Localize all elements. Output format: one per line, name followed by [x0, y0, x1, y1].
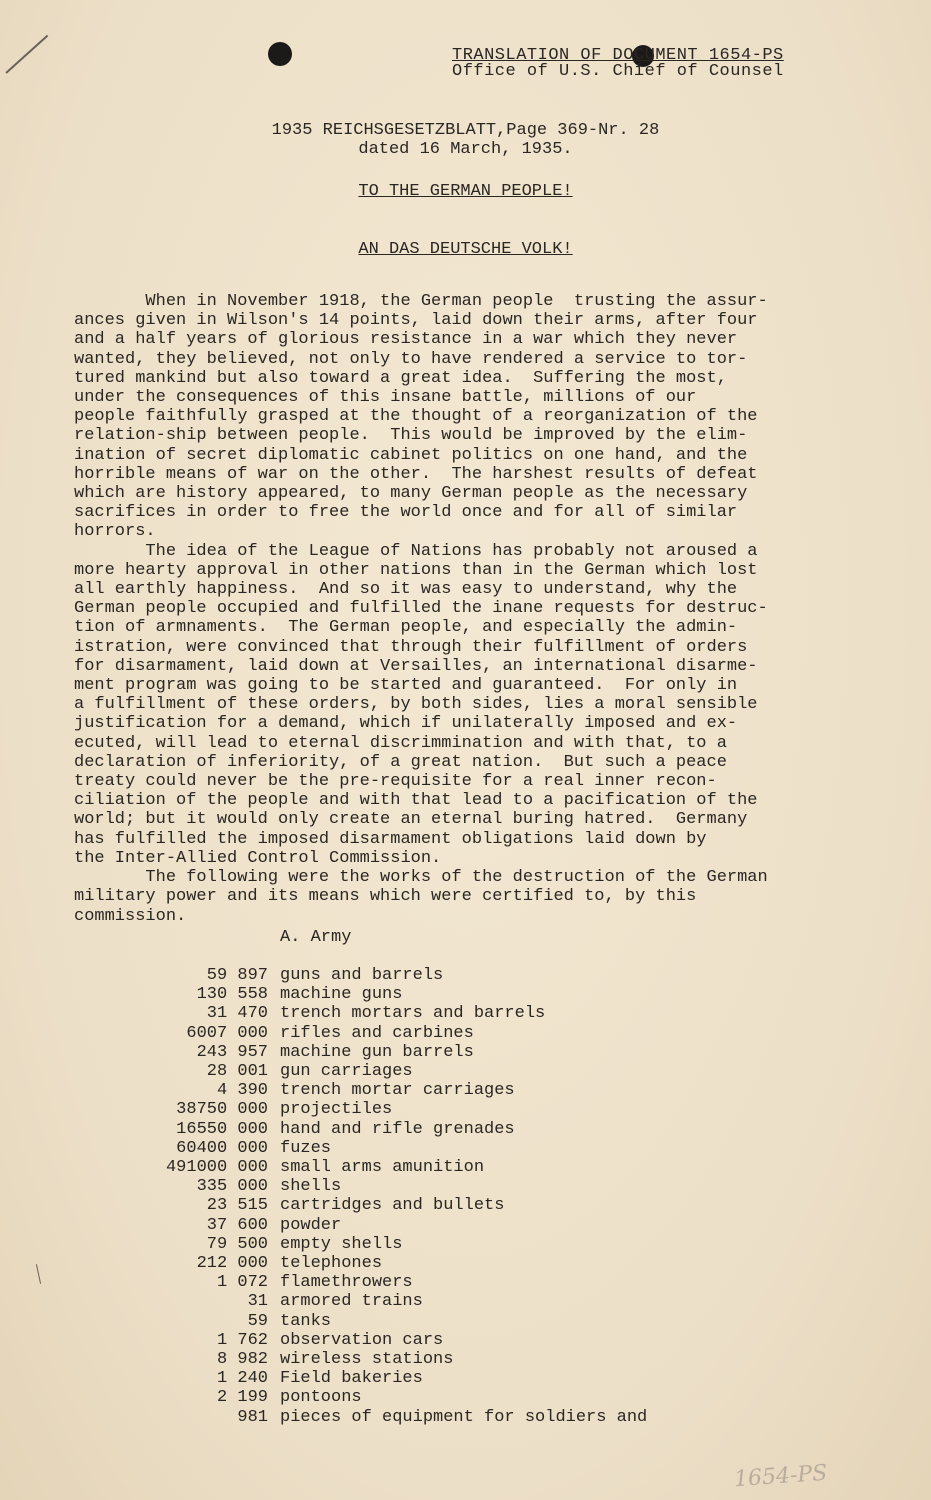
item-count: 243 957: [196, 1042, 268, 1062]
body-line: people faithfully grasped at the thought of a reorganization of the: [74, 407, 758, 427]
item-count: 1 240: [216, 1369, 268, 1389]
item-count: 981: [237, 1407, 268, 1427]
list-item: [150, 1331, 647, 1350]
item-label: armored trains: [280, 1292, 423, 1312]
item-count: 16550 000: [176, 1119, 268, 1139]
list-item: [150, 1254, 647, 1273]
body-line: horrible means of war on the other. The harshest results of defeat: [74, 464, 758, 484]
item-count: 130 558: [196, 985, 268, 1005]
body-line: ination of secret diplomatic cabinet politics on one hand, and the: [74, 445, 748, 465]
item-count: 28 001: [206, 1062, 268, 1082]
list-item: [150, 1216, 647, 1235]
list-item: [150, 1388, 647, 1407]
pencil-slash-mark: [5, 35, 48, 74]
title-english-text: TO THE GERMAN PEOPLE!: [358, 182, 573, 201]
list-item: [150, 1292, 647, 1311]
item-label: shells: [280, 1177, 342, 1197]
citation-line-2: dated 16 March, 1935.: [358, 140, 573, 159]
body-line: all earthly happiness. And so it was easy to understand, why the: [74, 580, 738, 600]
item-count: 1 762: [216, 1330, 268, 1350]
list-item: [150, 1024, 647, 1043]
proclamation-body: [74, 292, 874, 926]
header-line-1: TRANSLATION OF DOCUMENT 1654-PS: [452, 46, 784, 65]
item-count: 8 982: [216, 1350, 268, 1370]
body-line: ciliation of the people and with that lead to a pacification of the: [74, 791, 758, 811]
citation-line-1: 1935 REICHSGESETZBLATT,Page 369-Nr. 28: [271, 121, 660, 140]
list-item: [150, 966, 647, 985]
body-line: horrors.: [74, 522, 156, 542]
list-item: [150, 1408, 647, 1427]
item-count: 31 470: [206, 1004, 268, 1024]
item-label: fuzes: [280, 1138, 332, 1158]
body-line: tured mankind but also toward a great idea. Suffering the most,: [74, 368, 727, 388]
item-label: flamethrowers: [280, 1273, 413, 1293]
item-label: projectiles: [280, 1100, 393, 1120]
item-label: trench mortar carriages: [280, 1081, 515, 1101]
item-count: 59 897: [206, 966, 268, 985]
title-english: [0, 182, 931, 201]
item-label: guns and barrels: [280, 966, 444, 985]
item-count: 38750 000: [176, 1100, 268, 1120]
translation-header: [452, 48, 784, 80]
body-line: ecuted, will lead to eternal discrimmination and with that, to a: [74, 733, 727, 753]
list-item: [150, 1350, 647, 1369]
margin-tick-mark: [36, 1264, 41, 1284]
item-count: 335 000: [196, 1177, 268, 1197]
item-label: trench mortars and barrels: [280, 1004, 546, 1024]
body-line: declaration of inferiority, of a great nation. But such a peace: [74, 752, 727, 772]
list-item: [150, 1235, 647, 1254]
list-item: [150, 1177, 647, 1196]
body-line: istration, were convinced that through their fulfillment of orders: [74, 637, 748, 657]
item-count: 1 072: [216, 1273, 268, 1293]
item-label: machine gun barrels: [280, 1042, 474, 1062]
item-label: gun carriages: [280, 1062, 413, 1082]
header-line-2: Office of U.S. Chief of Counsel: [452, 62, 784, 81]
body-line: ances given in Wilson's 14 points, laid down their arms, after four: [74, 311, 758, 331]
item-count: 212 000: [196, 1254, 268, 1274]
list-item: [150, 1081, 647, 1100]
item-label: powder: [280, 1215, 342, 1235]
body-line: military power and its means which were certified to, by this: [74, 887, 697, 907]
title-german: [0, 240, 931, 259]
item-count: 23 515: [206, 1196, 268, 1216]
body-line: The idea of the League of Nations has probably not aroused a: [74, 541, 758, 561]
body-line: the Inter-Allied Control Commission.: [74, 848, 442, 868]
list-item: [150, 1100, 647, 1119]
item-count: 491000 000: [165, 1158, 268, 1178]
body-line: under the consequences of this insane battle, millions of our: [74, 388, 697, 408]
body-line: relation-ship between people. This would be improved by the elim-: [74, 426, 748, 446]
list-item: [150, 1158, 647, 1177]
body-line: wanted, they believed, not only to have rendered a service to tor-: [74, 349, 748, 369]
item-label: wireless stations: [280, 1350, 454, 1370]
list-item: [150, 985, 647, 1004]
body-line: has fulfilled the imposed disarmament obligations laid down by: [74, 829, 707, 849]
body-line: commission.: [74, 906, 187, 926]
item-label: pieces of equipment for soldiers and: [280, 1407, 648, 1427]
army-destruction-list: [150, 966, 647, 1427]
list-item: [150, 1196, 647, 1215]
list-item: [150, 1312, 647, 1331]
item-count: 31: [247, 1292, 268, 1312]
item-label: Field bakeries: [280, 1369, 423, 1389]
body-line: a fulfillment of these orders, by both sides, lies a moral sensible: [74, 695, 758, 715]
body-line: and a half years of glorious resistance in a war which they never: [74, 330, 738, 350]
body-line: more hearty approval in other nations than in the German which lost: [74, 560, 758, 580]
item-label: machine guns: [280, 985, 403, 1005]
item-label: hand and rifle grenades: [280, 1119, 515, 1139]
body-line: justification for a demand, which if unilaterally imposed and ex-: [74, 714, 738, 734]
item-count: 4 390: [216, 1081, 268, 1101]
handwritten-note: 1654-PS: [733, 1460, 829, 1493]
body-line: When in November 1918, the German people trusting the assur-: [74, 292, 768, 311]
list-item: [150, 1004, 647, 1023]
body-line: tion of armnaments. The German people, and especially the admin-: [74, 618, 738, 638]
item-count: 60400 000: [176, 1138, 268, 1158]
body-line: German people occupied and fulfilled the inane requests for destruc-: [74, 599, 768, 619]
list-item: [150, 1139, 647, 1158]
body-line: world; but it would only create an eternal buring hatred. Germany: [74, 810, 748, 830]
list-item: [150, 1273, 647, 1292]
item-label: tanks: [280, 1311, 332, 1331]
item-label: small arms amunition: [280, 1158, 485, 1178]
item-count: 37 600: [206, 1215, 268, 1235]
item-count: 59: [247, 1311, 268, 1331]
body-line: sacrifices in order to free the world once and for all of similar: [74, 503, 738, 523]
item-count: 79 500: [206, 1234, 268, 1254]
list-item: [150, 1043, 647, 1062]
body-line: The following were the works of the destruction of the German: [74, 868, 768, 888]
item-label: pontoons: [280, 1388, 362, 1408]
item-label: observation cars: [280, 1330, 444, 1350]
item-label: rifles and carbines: [280, 1023, 474, 1043]
item-label: cartridges and bullets: [280, 1196, 505, 1216]
item-label: telephones: [280, 1254, 383, 1274]
item-count: 6007 000: [186, 1023, 268, 1043]
item-count: 2 199: [216, 1388, 268, 1408]
list-item: [150, 1120, 647, 1139]
body-line: for disarmament, laid down at Versailles, an international disarme-: [74, 656, 758, 676]
punch-hole-left: [268, 42, 292, 66]
item-label: empty shells: [280, 1234, 403, 1254]
body-line: ment program was going to be started and guaranteed. For only in: [74, 676, 738, 696]
list-item: [150, 1062, 647, 1081]
section-heading: A. Army: [280, 928, 352, 947]
list-item: [150, 1369, 647, 1388]
body-line: which are history appeared, to many German people as the necessary: [74, 484, 748, 504]
title-german-text: AN DAS DEUTSCHE VOLK!: [358, 240, 573, 259]
body-line: treaty could never be the pre-requisite for a real inner recon-: [74, 772, 717, 792]
